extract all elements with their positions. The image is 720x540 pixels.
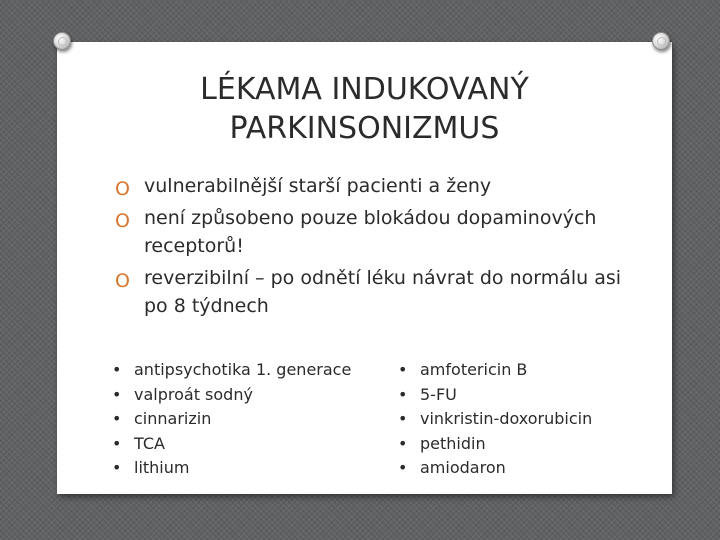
bullet-item xyxy=(115,204,635,260)
slide-title-line-2: PARKINSONIZMUS xyxy=(229,111,500,146)
list-item-text: vinkristin-doxorubicin xyxy=(420,409,593,428)
bullet-dot-icon: • xyxy=(398,360,408,379)
list-item-text: amfotericin B xyxy=(420,360,528,379)
bullet-list xyxy=(115,172,635,324)
list-item xyxy=(112,456,392,481)
list-item xyxy=(398,358,678,383)
list-item-text: valproát sodný xyxy=(134,384,253,404)
pushpin-icon xyxy=(53,32,71,50)
bullet-dot-icon: • xyxy=(112,384,122,404)
list-item-text: cinnarizin xyxy=(134,409,212,428)
slide-title xyxy=(57,70,672,148)
list-item xyxy=(112,358,392,383)
list-item-text: amiodaron xyxy=(420,458,506,477)
bullet-dot-icon: • xyxy=(398,433,408,453)
list-item-text: lithium xyxy=(134,458,190,477)
drug-list-right xyxy=(398,358,678,481)
list-item-text: TCA xyxy=(134,433,165,453)
list-item-text: antipsychotika 1. generace xyxy=(134,360,352,379)
drug-list-left xyxy=(112,358,392,481)
bullet-text: není způsobeno pouze blokádou dopaminových receptorů! xyxy=(144,207,597,257)
bullet-text: vulnerabilnější starší pacienti a ženy xyxy=(144,175,492,197)
list-item xyxy=(398,407,678,432)
bullet-dot-icon: • xyxy=(112,360,122,379)
bullet-dot-icon: • xyxy=(398,409,408,428)
bullet-text: reverzibilní – po odnětí léku návrat do normálu asi po 8 týdnech xyxy=(144,267,622,317)
bullet-dot-icon: • xyxy=(398,384,408,404)
circle-bullet-icon: O xyxy=(115,270,130,292)
bullet-dot-icon: • xyxy=(112,433,122,453)
list-item-text: pethidin xyxy=(420,433,486,453)
bullet-dot-icon: • xyxy=(112,458,122,477)
circle-bullet-icon: O xyxy=(115,178,130,200)
list-item xyxy=(112,432,392,457)
list-item xyxy=(398,432,678,457)
pushpin-icon xyxy=(652,32,670,50)
list-item xyxy=(398,456,678,481)
slide-title-line-1: LÉKAMA INDUKOVANÝ xyxy=(200,72,529,107)
bullet-dot-icon: • xyxy=(398,458,408,477)
list-item xyxy=(398,383,678,408)
bullet-item xyxy=(115,172,635,200)
bullet-item xyxy=(115,264,635,320)
list-item xyxy=(112,407,392,432)
list-item xyxy=(112,383,392,408)
list-item-text: 5-FU xyxy=(420,384,457,404)
circle-bullet-icon: O xyxy=(115,210,130,232)
bullet-dot-icon: • xyxy=(112,409,122,428)
